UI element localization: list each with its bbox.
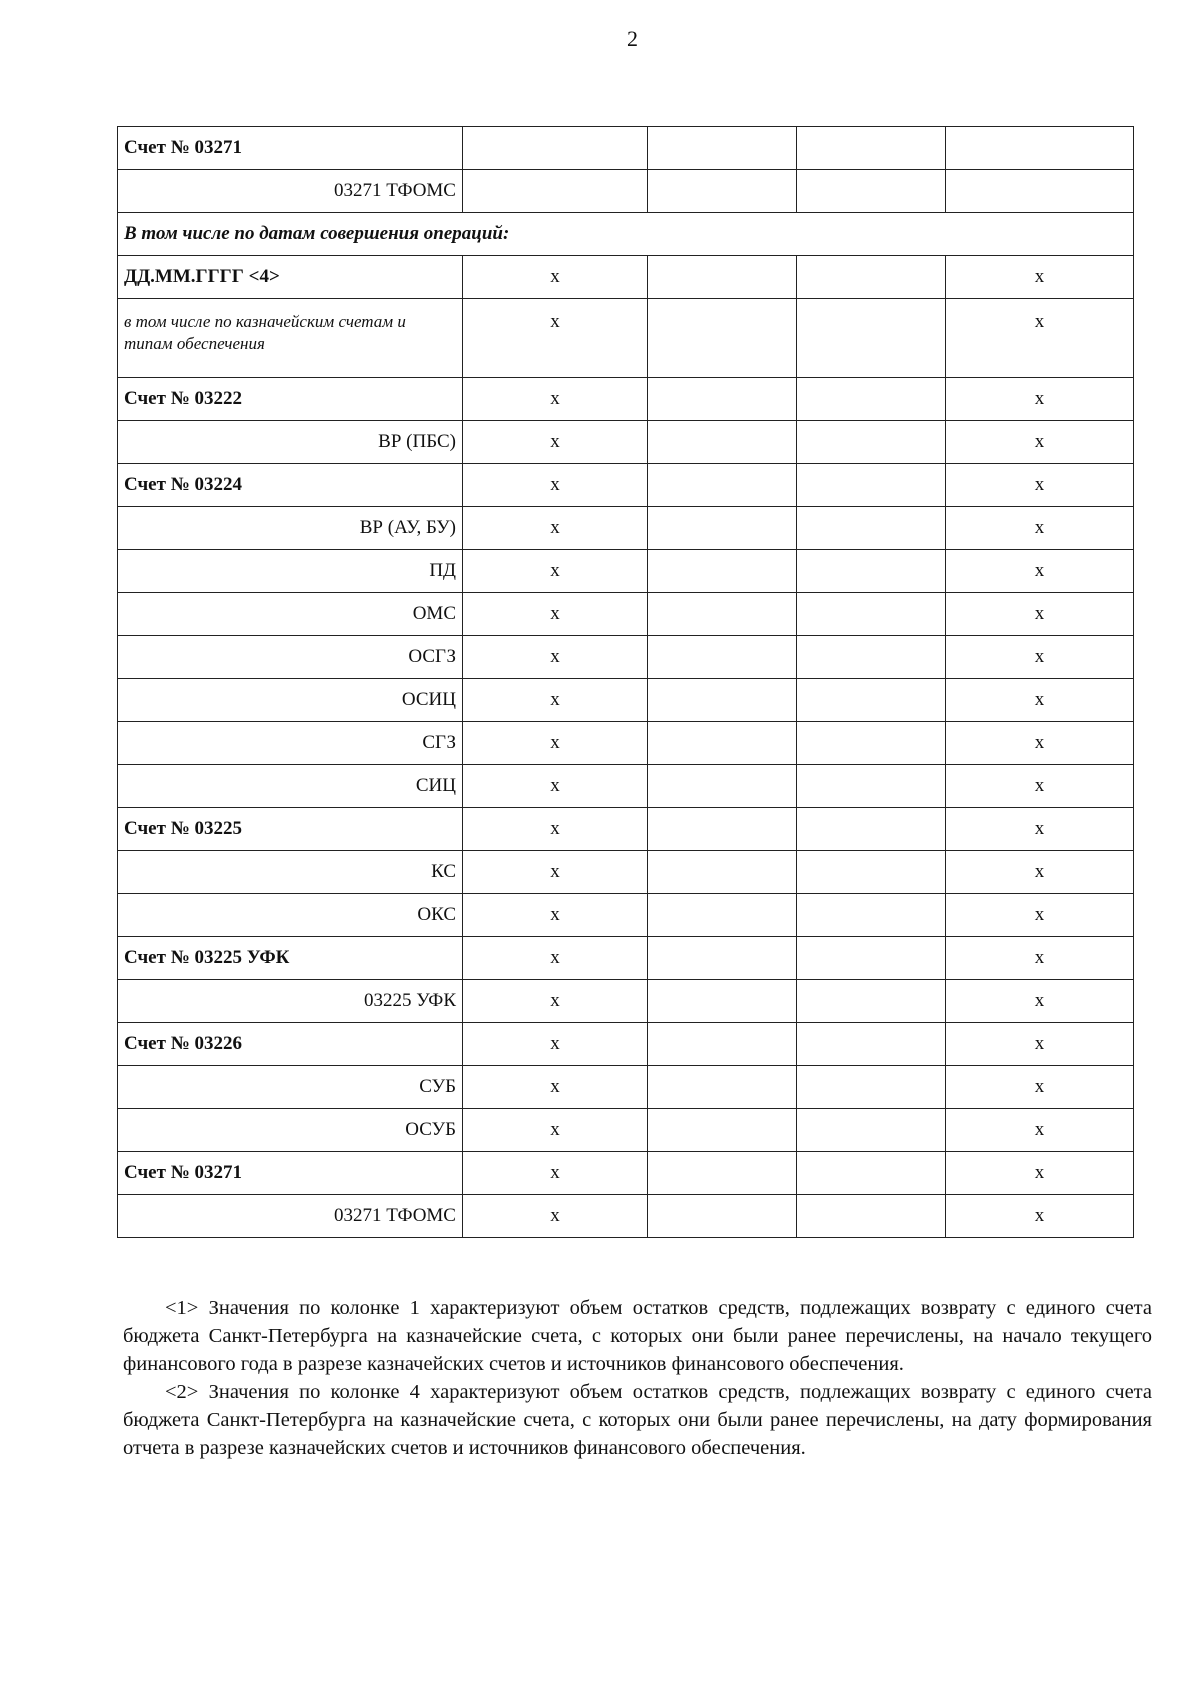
table-cell-col-3	[797, 378, 946, 421]
row-label: ВР (АУ, БУ)	[118, 507, 463, 550]
table-cell-col-2	[648, 299, 797, 378]
table-cell-col-1: x	[463, 1109, 648, 1152]
table-cell-col-2	[648, 636, 797, 679]
table-cell-col-2	[648, 593, 797, 636]
row-label: Счет № 03271	[118, 127, 463, 170]
table-cell-col-2	[648, 464, 797, 507]
row-label: В том числе по датам совершения операций:	[118, 213, 1134, 256]
row-label: Счет № 03226	[118, 1023, 463, 1066]
table-row	[118, 464, 1134, 507]
table-row	[118, 679, 1134, 722]
table-cell-col-4: x	[946, 980, 1134, 1023]
table-row	[118, 1152, 1134, 1195]
table-cell-col-4: x	[946, 1152, 1134, 1195]
table-cell-col-4: x	[946, 507, 1134, 550]
row-label: 03271 ТФОМС	[118, 170, 463, 213]
table-cell-col-2	[648, 378, 797, 421]
table-row	[118, 1195, 1134, 1238]
table-cell-col-2	[648, 170, 797, 213]
row-label: ВР (ПБС)	[118, 421, 463, 464]
table-cell-col-2	[648, 765, 797, 808]
table-cell-col-2	[648, 1066, 797, 1109]
table-cell-col-4: x	[946, 851, 1134, 894]
table-cell-col-3	[797, 1195, 946, 1238]
table-row	[118, 593, 1134, 636]
table-cell-col-3	[797, 593, 946, 636]
table-cell-col-1: x	[463, 299, 648, 378]
table-cell-col-2	[648, 808, 797, 851]
row-label: ОМС	[118, 593, 463, 636]
table-row	[118, 722, 1134, 765]
table-row	[118, 636, 1134, 679]
row-label: КС	[118, 851, 463, 894]
table-cell-col-2	[648, 980, 797, 1023]
row-label: ОСГЗ	[118, 636, 463, 679]
page-number: 2	[627, 26, 638, 51]
table-cell-col-1: x	[463, 421, 648, 464]
table-cell-col-4: x	[946, 679, 1134, 722]
row-label: ОСУБ	[118, 1109, 463, 1152]
table-cell-col-4: x	[946, 765, 1134, 808]
table-cell-col-1: x	[463, 1023, 648, 1066]
table-cell-col-1: x	[463, 851, 648, 894]
row-label: 03225 УФК	[118, 980, 463, 1023]
table-cell-col-1: x	[463, 937, 648, 980]
table-cell-col-1: x	[463, 679, 648, 722]
table-cell-col-1: x	[463, 378, 648, 421]
table-cell-col-3	[797, 1066, 946, 1109]
row-label: Счет № 03224	[118, 464, 463, 507]
table-cell-col-3	[797, 1109, 946, 1152]
row-label: ДД.ММ.ГГГГ <4>	[118, 256, 463, 299]
footnote-1: <1> Значения по колонке 1 характеризуют объем остатков средств, подлежащих возврату с единого счета бюджета Санкт-Петербурга на казначейские счета, с которых они были ранее перечислены, на начало текущего финансового года в разрезе казначейских счетов и источников финансового обеспечения.	[123, 1297, 1152, 1375]
row-label: СУБ	[118, 1066, 463, 1109]
footnote-2: <2> Значения по колонке 4 характеризуют объем остатков средств, подлежащих возврату с единого счета бюджета Санкт-Петербурга на казначейские счета, с которых они были ранее перечислены, на дату формирования отчета в разрезе казначейских счетов и источников финансового обеспечения.	[123, 1381, 1152, 1459]
table-cell-col-4: x	[946, 1109, 1134, 1152]
table-row	[118, 378, 1134, 421]
table-cell-col-1: x	[463, 593, 648, 636]
table-cell-col-4: x	[946, 421, 1134, 464]
table-row	[118, 765, 1134, 808]
table-cell-col-2	[648, 1195, 797, 1238]
row-label: в том числе по казначейским счетам и типам обеспечения	[118, 299, 463, 378]
table-cell-col-4: x	[946, 894, 1134, 937]
table-cell-col-2	[648, 550, 797, 593]
table-cell-col-3	[797, 127, 946, 170]
table-cell-col-2	[648, 722, 797, 765]
table-cell-col-1: x	[463, 256, 648, 299]
table-row	[118, 421, 1134, 464]
table-cell-col-4: x	[946, 722, 1134, 765]
table-row	[118, 507, 1134, 550]
table-row	[118, 851, 1134, 894]
table-row	[118, 980, 1134, 1023]
table-cell-col-3	[797, 1023, 946, 1066]
table-cell-col-2	[648, 127, 797, 170]
table-row	[118, 894, 1134, 937]
table-cell-col-2	[648, 937, 797, 980]
table-cell-col-3	[797, 636, 946, 679]
table-cell-col-4: x	[946, 808, 1134, 851]
table-cell-col-4	[946, 170, 1134, 213]
table-cell-col-2	[648, 507, 797, 550]
report-table	[117, 126, 1134, 1238]
table-cell-col-2	[648, 1023, 797, 1066]
table-cell-col-4: x	[946, 378, 1134, 421]
table-cell-col-1: x	[463, 980, 648, 1023]
table-cell-col-2	[648, 1152, 797, 1195]
table-cell-col-2	[648, 851, 797, 894]
footnotes	[123, 1294, 1152, 1462]
table-cell-col-3	[797, 170, 946, 213]
row-label: ОСИЦ	[118, 679, 463, 722]
table-row	[118, 299, 1134, 378]
table-row	[118, 256, 1134, 299]
table-cell-col-1: x	[463, 894, 648, 937]
table-cell-col-4: x	[946, 464, 1134, 507]
table-cell-col-4: x	[946, 256, 1134, 299]
table-row	[118, 1066, 1134, 1109]
row-label: Счет № 03222	[118, 378, 463, 421]
table-cell-col-1: x	[463, 1195, 648, 1238]
table-cell-col-3	[797, 256, 946, 299]
table-row	[118, 1109, 1134, 1152]
table-cell-col-1: x	[463, 636, 648, 679]
table-cell-col-4: x	[946, 1023, 1134, 1066]
table-cell-col-4: x	[946, 636, 1134, 679]
row-label: Счет № 03225 УФК	[118, 937, 463, 980]
table-cell-col-3	[797, 980, 946, 1023]
row-label: СИЦ	[118, 765, 463, 808]
table-cell-col-3	[797, 1152, 946, 1195]
row-label: СГЗ	[118, 722, 463, 765]
table-cell-col-3	[797, 937, 946, 980]
table-cell-col-4: x	[946, 1066, 1134, 1109]
table-row	[118, 170, 1134, 213]
table-cell-col-1: x	[463, 1152, 648, 1195]
table-cell-col-3	[797, 507, 946, 550]
row-label: 03271 ТФОМС	[118, 1195, 463, 1238]
table-cell-col-1: x	[463, 1066, 648, 1109]
table-cell-col-3	[797, 679, 946, 722]
row-label: ОКС	[118, 894, 463, 937]
table-cell-col-3	[797, 808, 946, 851]
report-table-body	[118, 127, 1134, 1238]
row-label: Счет № 03225	[118, 808, 463, 851]
row-label: Счет № 03271	[118, 1152, 463, 1195]
table-cell-col-3	[797, 722, 946, 765]
table-cell-col-3	[797, 765, 946, 808]
table-cell-col-3	[797, 299, 946, 378]
row-label: ПД	[118, 550, 463, 593]
table-cell-col-1: x	[463, 808, 648, 851]
table-row	[118, 937, 1134, 980]
table-row	[118, 808, 1134, 851]
table-cell-col-3	[797, 851, 946, 894]
table-cell-col-2	[648, 1109, 797, 1152]
table-cell-col-2	[648, 894, 797, 937]
table-cell-col-1: x	[463, 765, 648, 808]
table-cell-col-3	[797, 421, 946, 464]
table-row	[118, 213, 1134, 256]
table-row	[118, 550, 1134, 593]
table-cell-col-4: x	[946, 1195, 1134, 1238]
table-cell-col-4: x	[946, 299, 1134, 378]
table-cell-col-2	[648, 256, 797, 299]
table-cell-col-3	[797, 550, 946, 593]
table-row	[118, 1023, 1134, 1066]
table-cell-col-2	[648, 679, 797, 722]
table-row	[118, 127, 1134, 170]
table-cell-col-1: x	[463, 507, 648, 550]
table-cell-col-3	[797, 894, 946, 937]
table-cell-col-1: x	[463, 464, 648, 507]
table-cell-col-2	[648, 421, 797, 464]
table-cell-col-1	[463, 170, 648, 213]
table-cell-col-4: x	[946, 550, 1134, 593]
table-cell-col-4: x	[946, 593, 1134, 636]
table-cell-col-1	[463, 127, 648, 170]
table-cell-col-4: x	[946, 937, 1134, 980]
table-cell-col-4	[946, 127, 1134, 170]
table-cell-col-1: x	[463, 550, 648, 593]
table-cell-col-1: x	[463, 722, 648, 765]
table-cell-col-3	[797, 464, 946, 507]
